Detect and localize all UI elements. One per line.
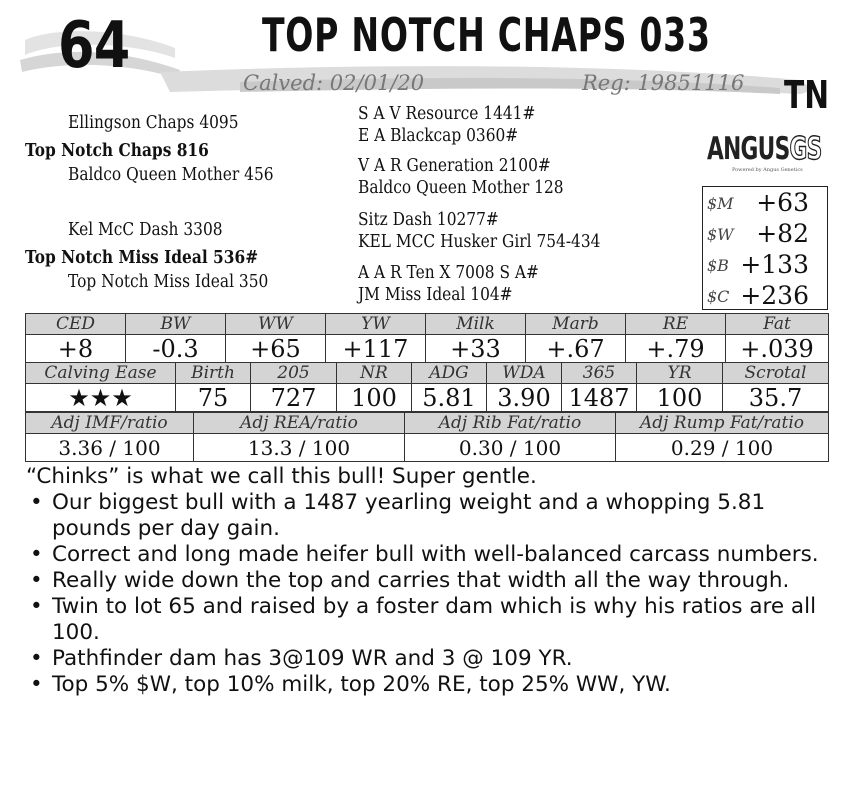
lot-number: 64 — [58, 9, 130, 83]
epd-value-yw: +117 — [326, 335, 426, 363]
bullet-glyph: • — [30, 568, 43, 593]
perf-header-calving-ease: Calving Ease — [26, 363, 176, 384]
angus-logo-tagline: Powered by Angus Genetics — [732, 167, 803, 173]
pedigree-dam-sire: Kel McC Dash 3308 — [68, 220, 223, 240]
angus-gs-logo — [707, 131, 822, 167]
angus-logo-suffix: GS — [789, 131, 822, 167]
epd-table — [25, 313, 829, 363]
epd-header-ced: CED — [26, 314, 126, 335]
perf-header-nr: NR — [337, 363, 412, 384]
dollar-value: +63 — [756, 188, 809, 217]
carcass-value-rea: 13.3 / 100 — [194, 434, 405, 462]
epd-header-marb: Marb — [526, 314, 626, 335]
carcass-value-rib-fat: 0.30 / 100 — [405, 434, 616, 462]
description-notes — [24, 464, 834, 698]
epd-header-fat: Fat — [726, 314, 829, 335]
bullet-glyph: • — [30, 672, 43, 697]
pedigree-dam: Top Notch Miss Ideal 536# — [25, 248, 259, 268]
carcass-table — [25, 412, 829, 462]
pedigree-sire-sire: Ellingson Chaps 4095 — [68, 113, 239, 133]
dollar-label: $B — [707, 256, 729, 275]
epd-value-fat: +.039 — [726, 335, 829, 363]
epd-header-bw: BW — [126, 314, 226, 335]
pedigree-gen3-4: Baldco Queen Mother 128 — [358, 178, 564, 198]
carcass-value-rump-fat: 0.29 / 100 — [616, 434, 829, 462]
epd-value-marb: +.67 — [526, 335, 626, 363]
perf-header-yr: YR — [637, 363, 723, 384]
carcass-header-rea: Adj REA/ratio — [194, 413, 405, 434]
note-text: Top 5% $W, top 10% milk, top 20% RE, top 25% WW, YW. — [52, 672, 671, 697]
bullet-glyph: • — [30, 594, 43, 619]
dollar-row-b — [703, 249, 827, 280]
bullet-glyph: • — [30, 646, 43, 671]
epd-header-milk: Milk — [426, 314, 526, 335]
perf-header-wda: WDA — [487, 363, 562, 384]
note-text: Correct and long made heifer bull with well-balanced carcass numbers. — [52, 542, 819, 567]
dollar-value: +133 — [740, 250, 809, 279]
pedigree-sire: Top Notch Chaps 816 — [25, 141, 209, 161]
calved-date: Calved: 02/01/20 — [243, 71, 425, 95]
performance-header-row — [26, 363, 829, 384]
epd-value-re: +.79 — [626, 335, 726, 363]
note-text: Twin to lot 65 and raised by a foster dam which is why his ratios are all 100. — [52, 594, 817, 645]
carcass-header-row — [26, 413, 829, 434]
epd-header-ww: WW — [226, 314, 326, 335]
note-text: Pathfinder dam has 3@109 WR and 3 @ 109 YR. — [52, 646, 573, 671]
breeder-initials: TN — [784, 73, 830, 117]
perf-header-scrotal: Scrotal — [723, 363, 829, 384]
perf-header-adg: ADG — [412, 363, 487, 384]
note-bullet — [24, 646, 834, 672]
perf-value-adg: 5.81 — [412, 384, 487, 412]
dollar-label: $M — [707, 194, 734, 213]
dollar-value: +82 — [756, 219, 809, 248]
note-text: Our biggest bull with a 1487 yearling weight and a whopping 5.81 pounds per day gain. — [52, 490, 766, 541]
note-bullet — [24, 568, 834, 594]
note-bullet — [24, 542, 834, 568]
carcass-header-imf: Adj IMF/ratio — [26, 413, 194, 434]
perf-value-yr: 100 — [637, 384, 723, 412]
perf-value-wda: 3.90 — [487, 384, 562, 412]
angus-logo-text: ANGUS — [707, 131, 790, 167]
carcass-header-rib-fat: Adj Rib Fat/ratio — [405, 413, 616, 434]
epd-value-row — [26, 335, 829, 363]
pedigree-gen3-8: JM Miss Ideal 104# — [358, 285, 513, 305]
dollar-label: $C — [707, 287, 730, 306]
carcass-value-row — [26, 434, 829, 462]
dollar-row-m — [703, 187, 827, 218]
perf-value-nr: 100 — [337, 384, 412, 412]
note-bullet — [24, 490, 834, 542]
performance-value-row — [26, 384, 829, 412]
dollar-label: $W — [707, 225, 734, 244]
dollar-value-box — [702, 186, 828, 310]
perf-value-calving-ease-stars: ★★★ — [26, 384, 176, 412]
bullet-glyph: • — [30, 542, 43, 567]
bullet-glyph: • — [30, 490, 43, 515]
dollar-value: +236 — [740, 281, 809, 310]
perf-value-365: 1487 — [562, 384, 637, 412]
pedigree-gen3-3: V A R Generation 2100# — [358, 156, 551, 176]
epd-value-ww: +65 — [226, 335, 326, 363]
epd-value-ced: +8 — [26, 335, 126, 363]
performance-table — [25, 362, 829, 412]
epd-value-milk: +33 — [426, 335, 526, 363]
pedigree-gen3-6: KEL MCC Husker Girl 754-434 — [358, 232, 601, 252]
perf-header-205: 205 — [251, 363, 337, 384]
pedigree-sire-dam: Baldco Queen Mother 456 — [68, 165, 274, 185]
perf-header-birth: Birth — [176, 363, 251, 384]
pedigree-gen3-7: A A R Ten X 7008 S A# — [358, 263, 539, 283]
dollar-row-c — [703, 280, 827, 311]
dollar-row-w — [703, 218, 827, 249]
pedigree-dam-dam: Top Notch Miss Ideal 350 — [68, 272, 269, 292]
pedigree-gen3-5: Sitz Dash 10277# — [358, 210, 499, 230]
epd-value-bw: -0.3 — [126, 335, 226, 363]
pedigree-gen3-1: S A V Resource 1441# — [358, 104, 536, 124]
pedigree-gen3-2: E A Blackcap 0360# — [358, 126, 519, 146]
epd-header-row — [26, 314, 829, 335]
registration-number: Reg: 19851116 — [582, 71, 745, 95]
note-text: Really wide down the top and carries that width all the way through. — [52, 568, 790, 593]
animal-name: TOP NOTCH CHAPS 033 — [262, 8, 711, 62]
carcass-header-rump-fat: Adj Rump Fat/ratio — [616, 413, 829, 434]
note-bullet — [24, 594, 834, 646]
notes-intro: “Chinks” is what we call this bull! Super gentle. — [26, 464, 537, 489]
perf-value-205: 727 — [251, 384, 337, 412]
epd-header-yw: YW — [326, 314, 426, 335]
perf-value-scrotal: 35.7 — [723, 384, 829, 412]
epd-header-re: RE — [626, 314, 726, 335]
perf-value-birth: 75 — [176, 384, 251, 412]
note-bullet — [24, 672, 834, 698]
carcass-value-imf: 3.36 / 100 — [26, 434, 194, 462]
perf-header-365: 365 — [562, 363, 637, 384]
